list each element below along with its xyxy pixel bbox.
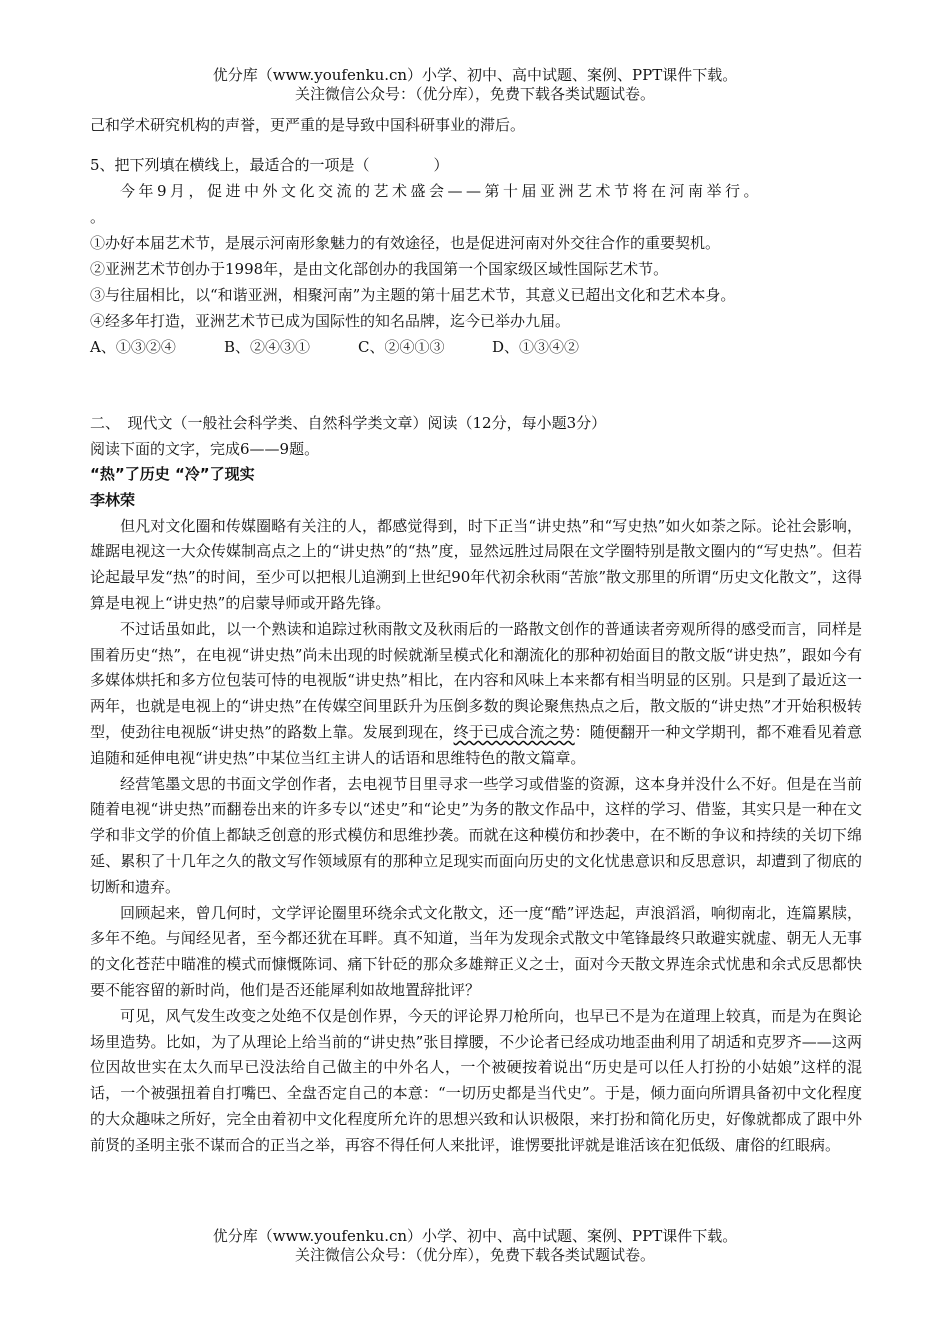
article bbox=[90, 462, 862, 1159]
continuation-text: 己和学术研究机构的声誉，更严重的是导致中国科研事业的滞后。 bbox=[90, 116, 526, 134]
question-5-item-4: ④经多年打造，亚洲艺术节已成为国际性的知名品牌，迄今已举办九届。 bbox=[90, 312, 571, 330]
article-paragraph-5: 可见，风气发生改变之处绝不仅是创作界，今天的评论界刀枪所向，也早已不是为在道理上较真，而是为在舆论场里造势。比如，为了从理论上给当前的“讲史热”张目撑腰，不少论者已经成功地歪曲利用了胡适和克罗齐——这两位因故世实在太久而早已没法给自己做主的中外名人，一个被硬按着说出“历史是可以任人打扮的小姑娘”这样的混话，一个被强扭着自打嘴巴、全盘否定自己的本意：“一切历史都是当代史”。于是，倾力面向所谓具备初中文化程度的大众趣味之所好，完全由着初中文化程度所允许的思想兴致和认识极限，来打扮和简化历史，好像就都成了跟中外前贤的圣明主张不谋而合的正当之举，再容不得任何人来批评，谁愣要批评就是谁活该在犯低级、庸俗的红眼病。 bbox=[90, 1006, 862, 1154]
header-line-1: 优分库（www.youfenku.cn）小学、初中、高中试题、案例、PPT课件下载。 bbox=[212, 66, 738, 84]
underlined-phrase: 终于已成合流之势 bbox=[453, 722, 575, 741]
article-paragraph-4: 回顾起来，曾几何时，文学评论圈里环绕余式文化散文，还一度“酷”评迭起，声浪滔滔，响彻南北，连篇累牍，多年不绝。与闻经见者，至今都还犹在耳畔。真不知道，当年为发现余式散文中笔锋最终只敢避实就虚、朝无人无事的文化苍茫中瞄准的模式而慷慨陈词、痛下针砭的那众多雄辩正义之士，面对今天散文界连余式忧患和余式反思都快要不能容留的新时尚，他们是否还能犀利如故地置辞批评？ bbox=[90, 903, 862, 999]
section-2-instruction: 阅读下面的文字，完成6——9题。 bbox=[90, 440, 320, 458]
question-5-passage: 今年9月，促进中外文化交流的艺术盛会——第十届亚洲艺术节将在河南举行。 bbox=[120, 182, 763, 200]
page-header bbox=[0, 66, 950, 104]
section-2-heading: 二、 现代文（一般社会科学类、自然科学类文章）阅读（12分，每小题3分） bbox=[90, 414, 607, 432]
option-c: C、②④①③ bbox=[358, 338, 445, 356]
article-paragraph-1: 但凡对文化圈和传媒圈略有关注的人，都感觉得到，时下正当“讲史热”和“写史热”如火如荼之际。论社会影响，雄踞电视这一大众传媒制高点之上的“讲史热”的“热”度，显然远胜过局限在文学圈特别是散文圈内的“写史热”。但若论起最早发“热”的时间，至少可以把根儿追溯到上世纪90年代初余秋雨“苦旅”散文那里的所谓“历史文化散文”，这得算是电视上“讲史热”的启蒙导师或开路先锋。 bbox=[90, 516, 862, 612]
page-content bbox=[90, 112, 862, 1159]
question-5-passage-end: 。 bbox=[90, 208, 106, 226]
question-5-item-1: ①办好本届艺术节，是展示河南形象魅力的有效途径，也是促进河南对外交往合作的重要契机。 bbox=[90, 234, 721, 252]
footer-line-1: 优分库（www.youfenku.cn）小学、初中、高中试题、案例、PPT课件下载。 bbox=[212, 1227, 738, 1245]
option-b: B、②④③① bbox=[224, 338, 311, 356]
question-5-item-3: ③与往届相比，以“和谐亚洲，相聚河南”为主题的第十届艺术节，其意义已超出文化和艺术本身。 bbox=[90, 286, 736, 304]
header-line-2: 关注微信公众号：（优分库），免费下载各类试题试卷。 bbox=[294, 85, 655, 103]
option-a: A、①③②④ bbox=[90, 338, 176, 356]
question-5-item-2: ②亚洲艺术节创办于1998年，是由文化部创办的我国第一个国家级区域性国际艺术节。 bbox=[90, 260, 669, 278]
footer-line-2: 关注微信公众号：（优分库），免费下载各类试题试卷。 bbox=[294, 1246, 655, 1264]
article-paragraph-3: 经营笔墨文思的书面文学创作者，去电视节目里寻求一些学习或借鉴的资源，这本身并没什么不好。但是在当前随着电视“讲史热”而翻卷出来的许多专以“述史”和“论史”为务的散文作品中，这样的学习、借鉴，其实只是一种在文学和非文学的价值上都缺乏创意的形式模仿和思维抄袭。而就在这种模仿和抄袭中，在不断的争议和持续的关切下绵延、累积了十几年之久的散文写作领域原有的那种立足现实而面向历史的文化忧患意识和反思意识，却遭到了彻底的切断和遗弃。 bbox=[90, 774, 862, 896]
article-paragraph-2: 不过话虽如此，以一个熟读和追踪过秋雨散文及秋雨后的一路散文创作的普通读者旁观所得的感受而言，同样是围着历史“热”，在电视“讲史热”尚未出现的时候就渐呈模式化和潮流化的那种初始面目的散文版“讲史热”，跟如今有多媒体烘托和多方位包装可恃的电视版“讲史热”相比，在内容和风味上本来都有相当明显的区别。只是到了最近这一两年，也就是电视上的“讲史热”在传媒空间里跃升为压倒多数的舆论聚焦热点之后，散文版的“讲史热”才开始积极转型，使劲往电视版“讲史热”的路数上靠。发展到现在，终于已成合流之势：随便翻开一种文学期刊，都不难看见着意追随和延伸电视“讲史热”中某位当红主讲人的话语和思维特色的散文篇章。 bbox=[90, 619, 862, 767]
article-author: 李林荣 bbox=[90, 490, 136, 509]
question-5-stem: 5、把下列填在横线上，最适合的一项是（ ） bbox=[90, 156, 449, 174]
option-d: D、①③④② bbox=[492, 338, 580, 356]
page-footer bbox=[0, 1227, 950, 1265]
article-title: “热”了历史 “冷”了现实 bbox=[90, 465, 255, 483]
question-5-options bbox=[90, 334, 862, 360]
